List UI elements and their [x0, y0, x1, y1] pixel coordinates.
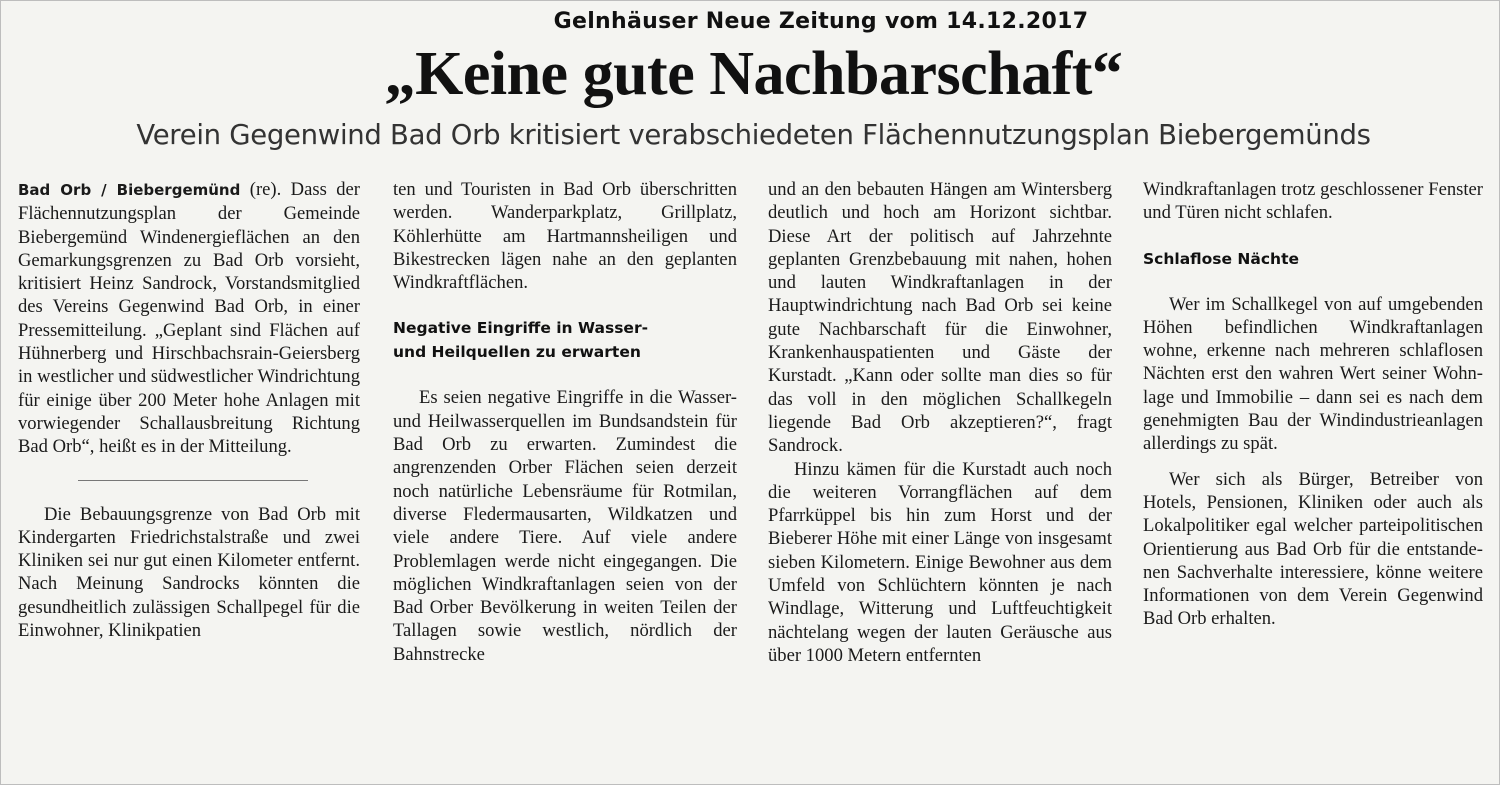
lead-text: (re). Dass der Flächennutzungsplan der Gemeinde Biebergemünd Windenergieflächen an den Gemarkungsgrenzen zu Bad Orb vorsieht, kritisiert Heinz Sandrock, Vorstandsmitglied des Vereins Gegenwind Bad Orb, in einer Pressemitteilung. „Geplant sind Flächen auf Hühnerberg und Hirschbachsrain-Geiersberg in westlicher und südwestlicher Windrichtung für einige über 200 Meter hohe Anlagen mit vorwiegender Schallausbreitung Richtung Bad Orb“, heißt es in der Mitteilung. — [18, 179, 360, 458]
subhead-schlaflos: Schlaflose Nächte — [1143, 249, 1300, 268]
paragraph-5: Wer im Schallkegel von auf umgebenden Höhen befindlichen Windkraftanlagen wohne, erkenne nach mehreren schlaflosen Nächten erst den wahren Wert seiner Wohnlage und Immobilie – dann sei es nach dem genehmigten Bau der Windindustrieanlagen allerdings zu spät. — [1143, 293, 1483, 455]
article-column-2 — [393, 178, 737, 785]
paragraph-4-cont: Windkraftanlagen trotz geschlossener Fenster und Türen nicht schlafen. — [1143, 179, 1483, 224]
article-column-4 — [1143, 178, 1483, 785]
lead-paragraph — [18, 178, 360, 459]
paragraph-3: Es seien negative Eingriffe in die Wasser- und Heilwasserquellen im Bundsandstein für Bad Orb zu erwarten. Zumindest die angrenzenden Orber Flächen seien derzeit noch natürliche Lebensräume für Rotmilan, diverse Fledermausarten, Wildkatzen und viele andere Tiere. Auf viele andere Problemlagen werde nicht eingegangen. Die möglichen Windkraftanlagen seien von der Bad Orber Bevölkerung in weiten Teilen der Tallagen sowie westlich, nördlich der Bahnstrecke — [393, 387, 737, 665]
paragraph-2: Die Bebauungsgrenze von Bad Orb mit Kindergarten Friedrichstalstraße und zwei Kliniken sei nur gut einen Kilometer entfernt. Nach Meinung Sandrocks könnten die gesundheitlich zulässigen Schallpegel für die Einwohner, Klinikpatien — [18, 503, 360, 642]
paragraph-4: Hinzu kämen für die Kurstadt auch noch die weiteren Vorrangflächen auf dem Pfarrküppel bis hin zum Horst und der Bieberer Höhe mit einer Länge von insgesamt sieben Kilometern. Einige Bewohner aus dem Umfeld von Schlüchtern könnten je nach Windlage, Witterung und Luftfeuchtigkeit nächtelang wegen der lauten Geräusche aus über 1000 Metern entfernten — [768, 458, 1112, 666]
headline: „Keine gute Nachbarschaft“ — [384, 40, 1123, 108]
subhead-wasser: Negative Eingriffe in Wasser- und Heilquellen zu erwarten — [393, 319, 649, 362]
paragraph-2-cont: ten und Touristen in Bad Orb überschritten werden. Wanderparkplatz, Grillplatz, Köhlerhütte am Hartmannsheiligen und Bikestrecken lägen nahe an den geplanten Windkraftflächen. — [393, 179, 737, 294]
paragraph-6: Wer sich als Bürger, Betreiber von Hotels, Pensionen, Kliniken oder auch als Lokalpolitiker egal welcher parteipolitischen Orientierung aus Bad Orb für die entstandenen Sachverhalte interessiere, könne weitere Informationen von dem Verein Gegenwind Bad Orb erhalten. — [1143, 468, 1483, 630]
dateline: Bad Orb / Biebergemünd — [18, 181, 241, 199]
article-column-3 — [768, 178, 1112, 785]
source-line: Gelnhäuser Neue Zeitung vom 14.12.2017 — [553, 9, 1089, 34]
article-column-1 — [18, 178, 360, 785]
paragraph-3-cont: und an den bebauten Hängen am Wintersberg deutlich und hoch am Horizont sichtbar. Diese Art der politisch auf Jahrzehnte geplanten Grenzbebauung mit nahen, hohen und lauten Windkraftanlagen in der Hauptwindrichtung nach Bad Orb sei keine gute Nachbarschaft für die Einwohner, Krankenhauspatienten und Gäste der Kurstadt. „Kann oder sollte man dies so für das voll in den möglichen Schallkegeln liegende Bad Orb akzeptieren?“, fragt Sandrock. — [768, 179, 1112, 457]
subheadline: Verein Gegenwind Bad Orb kritisiert verabschiedeten Flächennutzungsplan Biebergemünds — [136, 119, 1371, 151]
